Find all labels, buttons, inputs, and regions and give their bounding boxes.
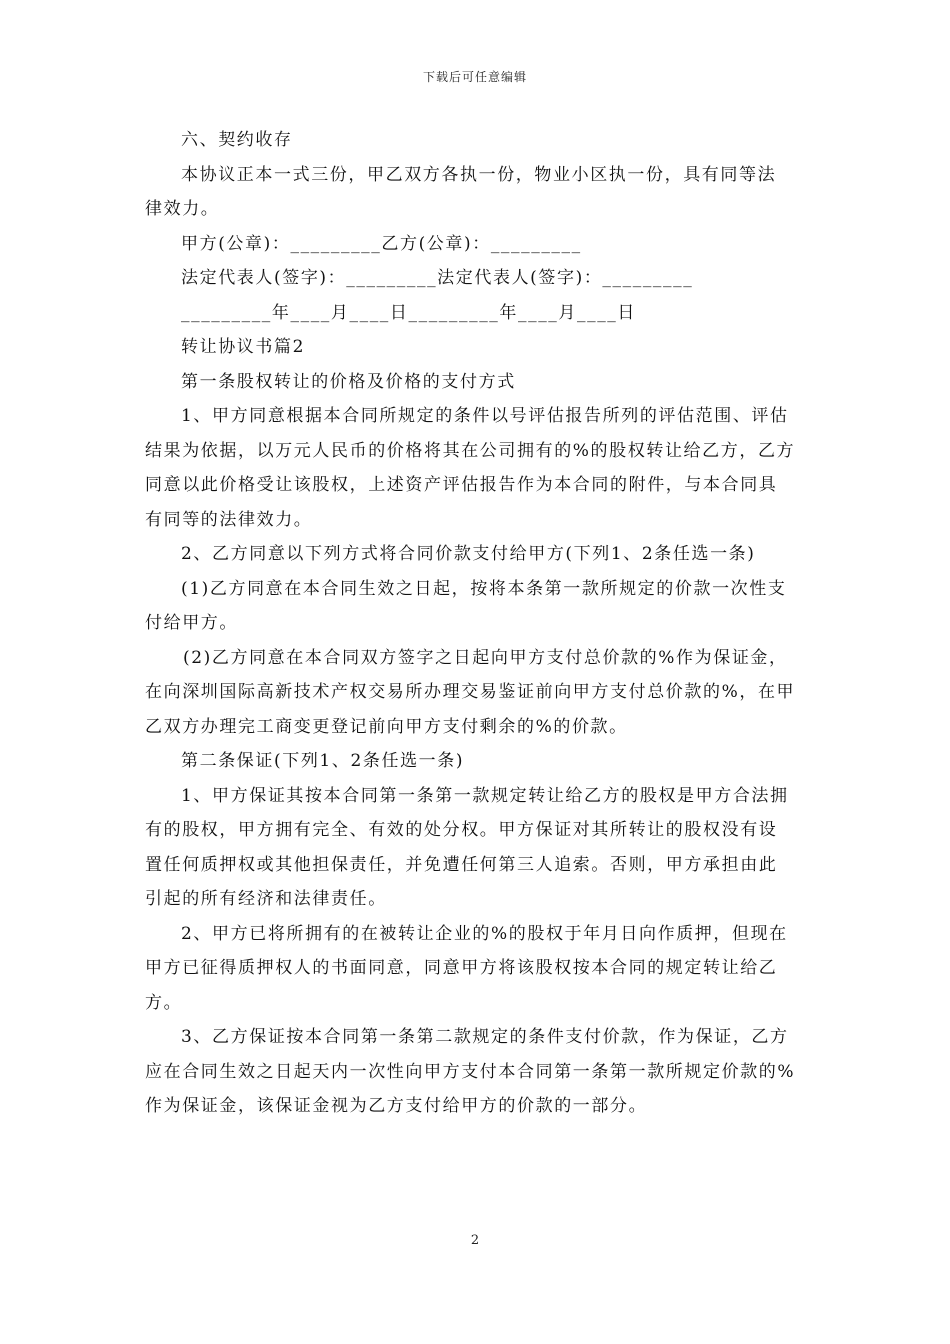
page-number: 2 — [470, 1233, 480, 1248]
paragraph-line: (2)乙方同意在本合同双方签字之日起向甲方支付总价款的%作为保证金， — [183, 647, 788, 668]
paragraph-line: (1)乙方同意在本合同生效之日起，按将本条第一款所规定的价款一次性支 — [181, 578, 787, 599]
paragraph-line: 作为保证金，该保证金视为乙方支付给甲方的价款的一部分。 — [145, 1096, 648, 1116]
signature-line: 甲方(公章)：_________乙方(公章)：_________ — [181, 233, 582, 254]
paragraph-line: 本协议正本一式三份，甲乙双方各执一份，物业小区执一份，具有同等法 — [181, 164, 777, 185]
paragraph-line: 方。 — [145, 992, 183, 1013]
paragraph-line: 应在合同生效之日起天内一次性向甲方支付本合同第一条第一款所规定价款的% — [145, 1061, 796, 1082]
paragraph-line: 2、甲方已将所拥有的在被转让企业的%的股权于年月日向作质押，但现在 — [181, 923, 788, 944]
article-heading: 第二条保证(下列1、2条任选一条) — [181, 751, 465, 771]
signature-line: 法定代表人(签字)：_________法定代表人(签字)：_________ — [181, 268, 694, 288]
paragraph-line: 1、甲方保证其按本合同第一条第一款规定转让给乙方的股权是甲方合法拥 — [181, 785, 789, 806]
paragraph-line: 有的股权，甲方拥有完全、有效的处分权。甲方保证对其所转让的股权没有设 — [145, 820, 778, 840]
paragraph-line: 结果为依据，以万元人民币的价格将其在公司拥有的%的股权转让给乙方，乙方 — [145, 440, 796, 461]
paragraph-line: 乙双方办理完工商变更登记前向甲方支付剩余的%的价款。 — [145, 716, 628, 737]
section-heading: 转让协议书篇2 — [181, 337, 306, 357]
paragraph-line: 甲方已征得质押权人的书面同意，同意甲方将该股权按本合同的规定转让给乙 — [145, 958, 778, 978]
paragraph-line: 1、甲方同意根据本合同所规定的条件以号评估报告所列的评估范围、评估 — [181, 406, 789, 426]
paragraph-line: 有同等的法律效力。 — [145, 509, 313, 530]
paragraph-line: 同意以此价格受让该股权，上述资产评估报告作为本合同的附件，与本合同具 — [145, 475, 778, 495]
page-header-note: 下载后可任意编辑 — [422, 70, 527, 84]
paragraph-line: 引起的所有经济和法律责任。 — [145, 889, 387, 909]
paragraph-line: 律效力。 — [145, 199, 220, 219]
paragraph-line: 在向深圳国际高新技术产权交易所办理交易鉴证前向甲方支付总价款的%，在甲 — [145, 682, 796, 702]
article-heading: 第一条股权转让的价格及价格的支付方式 — [181, 371, 516, 392]
paragraph-line: 3、乙方保证按本合同第一条第二款规定的条件支付价款，作为保证，乙方 — [181, 1027, 789, 1047]
date-line: _________年____月____日_________年____月____日 — [181, 302, 636, 323]
paragraph-line: 2、乙方同意以下列方式将合同价款支付给甲方(下列1、2条任选一条) — [181, 544, 756, 564]
paragraph-line: 付给甲方。 — [145, 613, 238, 633]
document-body — [145, 123, 810, 1124]
paragraph-line: 置任何质押权或其他担保责任，并免遭任何第三人追索。否则，甲方承担由此 — [145, 854, 778, 875]
section-heading: 六、契约收存 — [181, 130, 293, 150]
